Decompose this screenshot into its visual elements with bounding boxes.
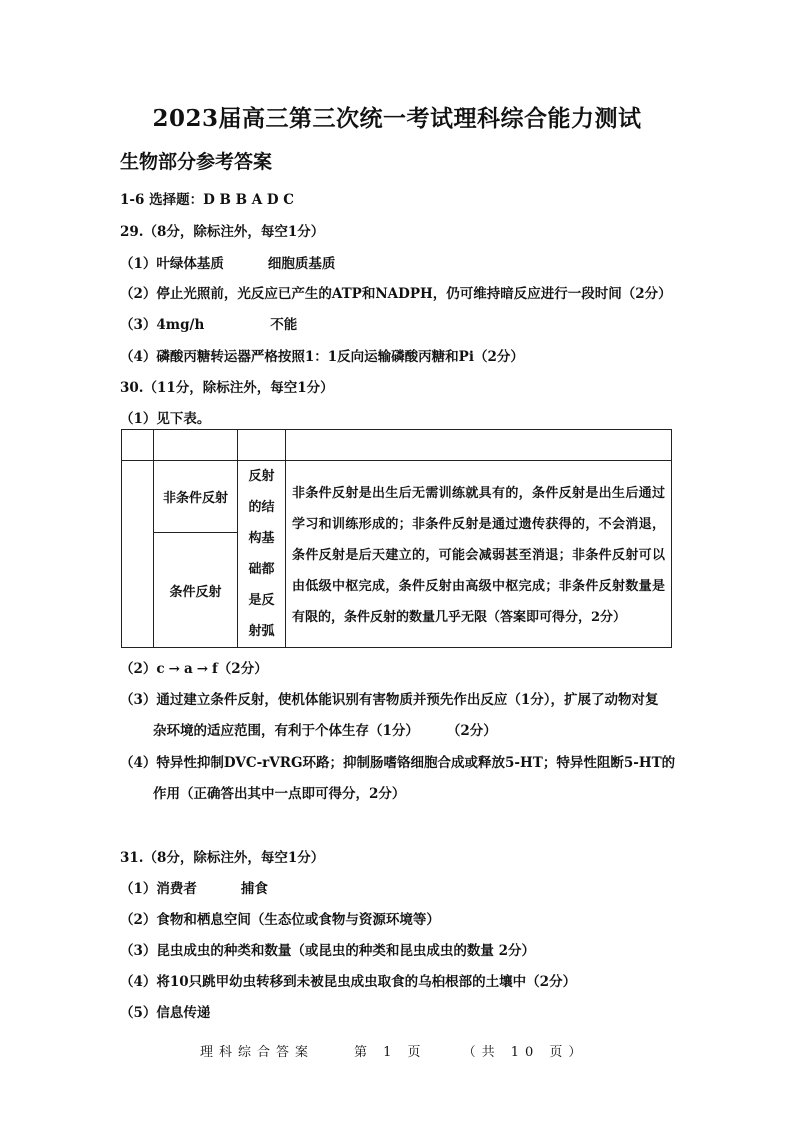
footer-page-number: 第 1 页: [354, 1045, 427, 1060]
basis-line: 构基: [248, 531, 275, 546]
q29-a3-left: （3）4mg/h: [120, 317, 205, 333]
table-cell: [122, 461, 154, 648]
q29-heading: 29.（8分，除标注外，每空1分）: [120, 224, 325, 240]
basis-line: 射弧: [248, 624, 275, 639]
q31-answer-4: （4）将10只跳甲幼虫转移到未被昆虫成虫取食的乌桕根部的土壤中（2分）: [120, 974, 577, 990]
table-header-row: [122, 430, 672, 461]
q31-a1-left: （1）消费者: [120, 881, 197, 897]
q29-answer-4: （4）磷酸丙糖转运器严格按照1：1反向运输磷酸丙糖和Pi（2分）: [120, 349, 524, 365]
q29-answer-1: [120, 252, 335, 272]
q30-answer-4-line1: （4）特异性抑制DVC-rVRG环路；抑制肠嗜铬细胞合成或释放5-HT；特异性阻断5-HT的: [120, 755, 676, 771]
q29-answer-2: （2）停止光照前，光反应已产生的ATP和NADPH，仍可维持暗反应进行一段时间（2分）: [120, 286, 672, 302]
q29-a3-right: 不能: [270, 317, 298, 333]
table-cell: [238, 430, 286, 461]
reflex-comparison-table: [121, 429, 672, 648]
table-row: [122, 461, 672, 533]
q29-a1-right: 细胞质基质: [267, 256, 336, 272]
q31-answer-2: （2）食物和栖息空间（生态位或食物与资源环境等）: [120, 912, 440, 928]
page-title: 2023届高三第三次统一考试理科综合能力测试: [152, 105, 642, 132]
basis-line: 反射: [248, 469, 275, 484]
q30-answer-3-line1: （3）通过建立条件反射，使机体能识别有害物质并预先作出反应（1分），扩展了动物对复: [120, 692, 659, 708]
q30-answer-3-line2: [153, 719, 497, 739]
footer-label: 理科综合答案: [200, 1045, 315, 1060]
q31-answer-5: （5）信息传递: [120, 1005, 211, 1021]
q29-answer-3: [120, 313, 297, 333]
basis-line: 是反: [248, 593, 275, 608]
page-subtitle: 生物部分参考答案: [120, 151, 273, 173]
q31-heading: 31.（8分，除标注外，每空1分）: [120, 850, 325, 866]
q30-heading: 30.（11分，除标注外，每空1分）: [120, 380, 334, 396]
table-cell: [122, 430, 154, 461]
basis-line: 的结: [248, 500, 275, 515]
q30-a2-end: f（2分）: [212, 661, 268, 677]
q30-answer-2: [120, 657, 268, 677]
page-footer: [200, 1041, 587, 1060]
reflex-basis-cell: [238, 461, 286, 648]
q30-answer-1: （1）见下表。: [120, 411, 211, 427]
q30-a2-mid: a: [183, 661, 193, 677]
q31-a1-right: 捕食: [240, 881, 268, 897]
table-cell: [286, 430, 672, 461]
q29-a1-left: （1）叶绿体基质: [120, 256, 224, 272]
q31-answer-1: [120, 877, 268, 897]
arrow-icon: →: [196, 661, 208, 677]
footer-total-pages: （共 10 页）: [462, 1045, 588, 1060]
q30-a3-line2: 杂环境的适应范围，有利于个体生存（1分）: [153, 723, 419, 739]
table-cell: [154, 430, 238, 461]
q30-a3-tail: （2分）: [446, 723, 497, 739]
row-unconditioned-reflex: 非条件反射: [154, 461, 238, 533]
choice-answers: 1-6 选择题：D B B A D C: [120, 192, 295, 208]
basis-line: 础都: [248, 562, 275, 577]
q31-answer-3: （3）昆虫成虫的种类和数量（或昆虫的种类和昆虫成虫的数量 2分）: [120, 943, 535, 959]
reflex-difference-cell: 非条件反射是出生后无需训练就具有的，条件反射是出生后通过学习和训练形成的；非条件反射是通过遗传获得的，不会消退，条件反射是后天建立的，可能会减弱甚至消退；非条件反射可以由低级中枢完成，条件反射由高级中枢完成；非条件反射数量是有限的，条件反射的数量几乎无限（答案即可得分，2分）: [286, 461, 672, 648]
q30-a2-label: （2）c: [120, 661, 165, 677]
q30-answer-4-line2: 作用（正确答出其中一点即可得分，2分）: [153, 786, 406, 802]
row-conditioned-reflex: 条件反射: [154, 533, 238, 648]
arrow-icon: →: [168, 661, 180, 677]
